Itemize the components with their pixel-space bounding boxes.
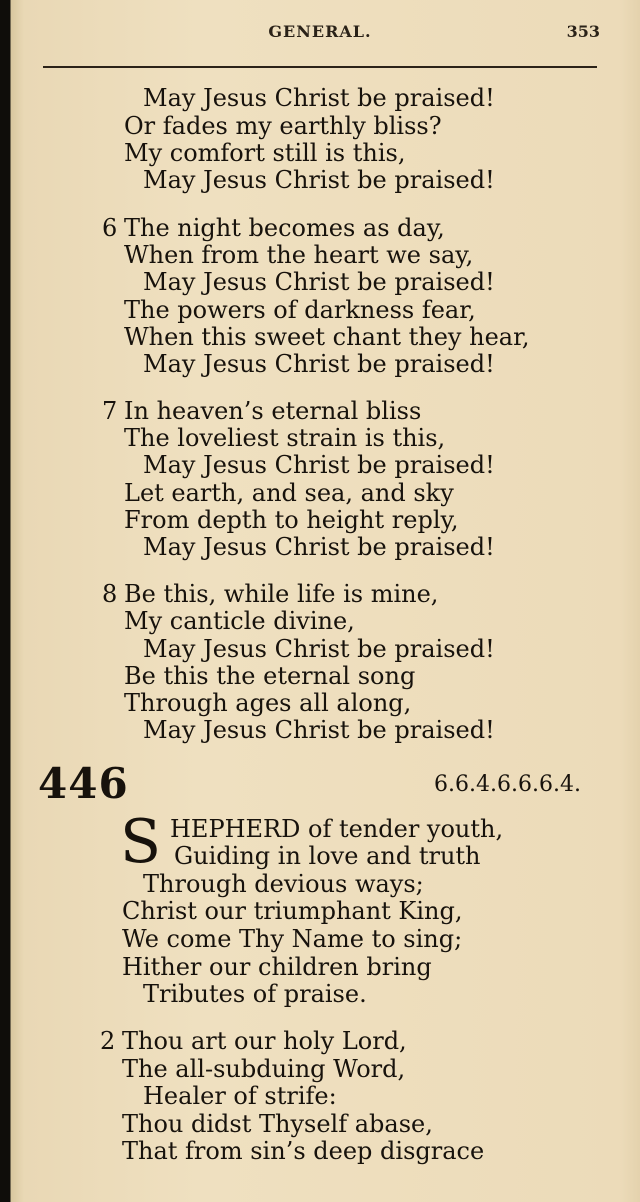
verse-line: The powers of darkness fear,	[124, 296, 476, 324]
verse-line: My canticle divine,	[124, 607, 355, 635]
header-rule	[43, 66, 597, 68]
verse-line: The night becomes as day,	[124, 214, 445, 242]
stanza-number: 2	[100, 1027, 116, 1055]
verse-line: May Jesus Christ be praised!	[143, 166, 495, 194]
verse-line: When from the heart we say,	[124, 241, 474, 269]
stanza-number: 7	[102, 397, 118, 425]
stanza-number: 8	[102, 580, 118, 608]
running-head: GENERAL.	[268, 22, 372, 41]
verse-line: That from sin’s deep disgrace	[122, 1137, 485, 1165]
drop-cap: S	[120, 807, 162, 877]
verse-line: May Jesus Christ be praised!	[143, 533, 495, 561]
verse-line: May Jesus Christ be praised!	[143, 716, 495, 744]
verse-line: May Jesus Christ be praised!	[143, 350, 495, 378]
verse-line: Guiding in love and truth	[174, 842, 481, 870]
verse-line: May Jesus Christ be praised!	[143, 451, 495, 479]
verse-line: Healer of strife:	[143, 1082, 337, 1110]
verse-line: From depth to height reply,	[124, 506, 459, 534]
verse-first-line: HEPHERD of tender youth,	[170, 815, 504, 843]
verse-line: Let earth, and sea, and sky	[124, 479, 454, 507]
verse-line: Be this, while life is mine,	[124, 580, 439, 608]
verse-line: Christ our triumphant King,	[122, 897, 463, 925]
verse-line: May Jesus Christ be praised!	[143, 635, 495, 663]
stanza-number: 6	[102, 214, 118, 242]
verse-line: Through devious ways;	[143, 870, 424, 898]
verse-line: Tributes of praise.	[143, 980, 367, 1008]
verse-line: Thou art our holy Lord,	[122, 1027, 407, 1055]
verse-line: Thou didst Thyself abase,	[122, 1110, 433, 1138]
verse-line: Be this the eternal song	[124, 662, 416, 690]
hymn-meter: 6.6.4.6.6.6.4.	[434, 772, 581, 797]
verse-line: Hither our children bring	[122, 953, 432, 981]
page-number: 353	[566, 22, 600, 41]
verse-line: Through ages all along,	[124, 689, 412, 717]
verse-line: The loveliest strain is this,	[124, 424, 446, 452]
verse-line: The all-subduing Word,	[122, 1055, 406, 1083]
verse-line: In heaven’s eternal bliss	[124, 397, 422, 425]
verse-line: We come Thy Name to sing;	[122, 925, 463, 953]
hymn-number: 446	[38, 759, 129, 808]
verse-line: My comfort still is this,	[124, 139, 406, 167]
verse-line: May Jesus Christ be praised!	[143, 268, 495, 296]
verse-line: When this sweet chant they hear,	[124, 323, 530, 351]
page-header	[40, 22, 600, 46]
verse-line: Or fades my earthly bliss?	[124, 112, 442, 140]
verse-line: May Jesus Christ be praised!	[143, 84, 495, 112]
